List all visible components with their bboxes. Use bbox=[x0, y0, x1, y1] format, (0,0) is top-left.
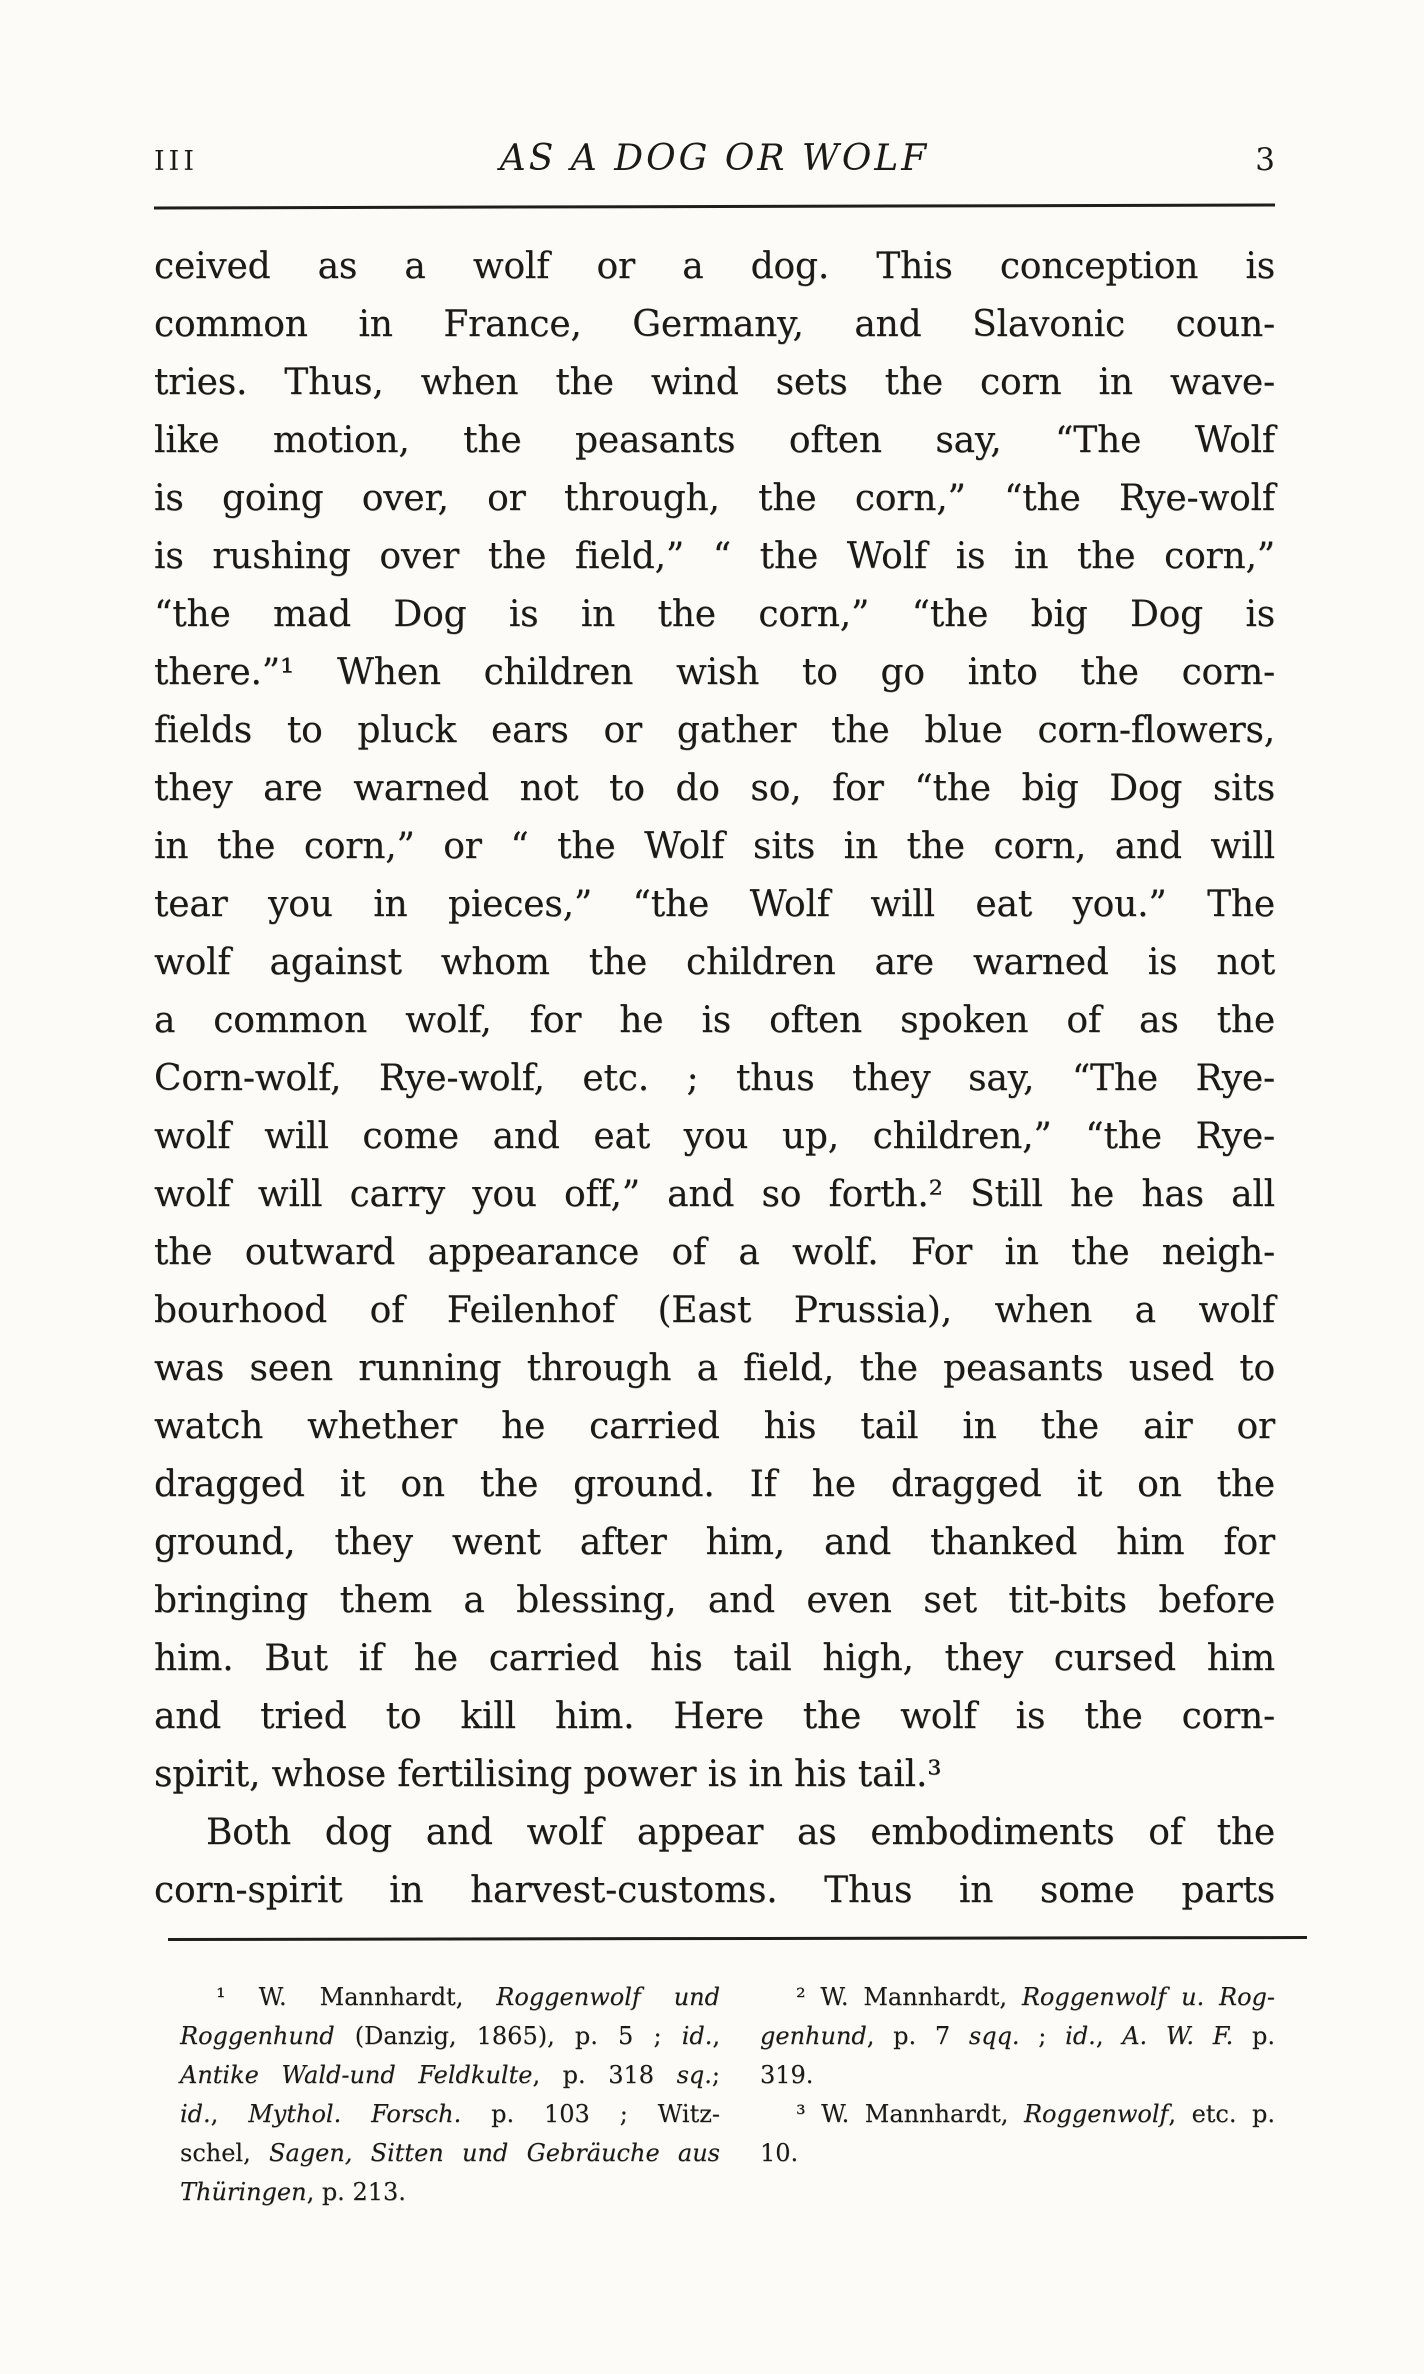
body-line: the outward appearance of a wolf. For in the neigh- bbox=[154, 1232, 1275, 1273]
body-line: ceived as a wolf or a dog. This conception is bbox=[154, 246, 1275, 287]
footnote-text: , bbox=[210, 2100, 249, 2128]
body-line: like motion, the peasants often say, “The Wolf bbox=[154, 420, 1275, 461]
footnote-text-italic: id. bbox=[1065, 2022, 1096, 2050]
footnote-column-left bbox=[180, 1978, 720, 2212]
footnote-text: ³ W. Mannhardt, bbox=[796, 2100, 1024, 2128]
footnote-line bbox=[180, 1978, 720, 2017]
footnote-text: ; bbox=[1019, 2022, 1066, 2050]
footnote-text-italic: Roggenwolf bbox=[1023, 2100, 1169, 2128]
footnote-text: , bbox=[712, 2022, 720, 2050]
body-line: there.”¹ When children wish to go into the corn- bbox=[154, 652, 1275, 693]
body-line: wolf will carry you off,” and so forth.² Still he has all bbox=[154, 1174, 1275, 1215]
footnote-text-italic: Thüringen bbox=[180, 2178, 307, 2206]
header-rule bbox=[154, 204, 1275, 210]
footnote-text-italic: id. bbox=[180, 2100, 211, 2128]
footnote-text-italic: Sagen, Sitten und Gebräuche aus bbox=[269, 2139, 720, 2167]
body-line: common in France, Germany, and Slavonic coun- bbox=[154, 304, 1275, 345]
footnote-text-italic: Roggenwolf und bbox=[496, 1983, 720, 2011]
footnote-text: ; bbox=[711, 2061, 720, 2089]
footnote-line bbox=[760, 2017, 1275, 2056]
footnote-line bbox=[180, 2095, 720, 2134]
footnote-text-italic: genhund bbox=[760, 2022, 867, 2050]
footnote-text: ¹ W. Mannhardt, bbox=[216, 1983, 497, 2011]
body-line: corn-spirit in harvest-customs. Thus in some parts bbox=[154, 1870, 1275, 1911]
body-line: in the corn,” or “ the Wolf sits in the corn, and will bbox=[154, 826, 1275, 867]
footnote-text: p. bbox=[1233, 2022, 1276, 2050]
footnote-text: 10. bbox=[760, 2139, 799, 2167]
body-line: bourhood of Feilenhof (East Prussia), when a wolf bbox=[154, 1290, 1275, 1331]
body-line: watch whether he carried his tail in the air or bbox=[154, 1406, 1275, 1447]
body-line: is going over, or through, the corn,” “the Rye-wolf bbox=[154, 478, 1275, 519]
body-line: “the mad Dog is in the corn,” “the big Dog is bbox=[154, 594, 1275, 635]
footnote-line bbox=[760, 2095, 1275, 2134]
footnote-text: , bbox=[1095, 2022, 1123, 2050]
footnote-text: , p. 213. bbox=[306, 2178, 406, 2206]
body-line: wolf against whom the children are warned is not bbox=[154, 942, 1275, 983]
footnote-line bbox=[180, 2056, 720, 2095]
footnote-text-italic: Roggenhund bbox=[180, 2022, 335, 2050]
body-line: tear you in pieces,” “the Wolf will eat you.” The bbox=[154, 884, 1275, 925]
footnote-text-italic: id. bbox=[681, 2022, 713, 2050]
body-line: him. But if he carried his tail high, they cursed him bbox=[154, 1638, 1275, 1679]
footnote-line bbox=[760, 1978, 1275, 2017]
body-line: wolf will come and eat you up, children,” “the Rye- bbox=[154, 1116, 1275, 1157]
body-line: Both dog and wolf appear as embodiments of the bbox=[206, 1812, 1275, 1853]
footnote-text-italic: sqq. bbox=[968, 2022, 1020, 2050]
body-line: dragged it on the ground. If he dragged it on the bbox=[154, 1464, 1275, 1505]
page-number: 3 bbox=[1255, 142, 1275, 178]
footnote-text-italic: Antike Wald-und Feldkulte bbox=[180, 2061, 533, 2089]
footnote-line bbox=[180, 2173, 720, 2212]
body-line: was seen running through a field, the peasants used to bbox=[154, 1348, 1275, 1389]
footnote-line bbox=[180, 2134, 720, 2173]
footnote-text: , p. 7 bbox=[866, 2022, 969, 2050]
footnote-text-italic: sq. bbox=[676, 2061, 712, 2089]
body-line: fields to pluck ears or gather the blue corn-flowers, bbox=[154, 710, 1275, 751]
body-line: a common wolf, for he is often spoken of as the bbox=[154, 1000, 1275, 1041]
footnote-line bbox=[180, 2017, 720, 2056]
body-line: and tried to kill him. Here the wolf is the corn- bbox=[154, 1696, 1275, 1737]
footnote-line bbox=[760, 2134, 1275, 2173]
footnote-column-right bbox=[760, 1978, 1275, 2212]
footnote-line bbox=[760, 2056, 1275, 2095]
running-title: AS A DOG OR WOLF bbox=[499, 138, 930, 179]
body-line: Corn-wolf, Rye-wolf, etc. ; thus they say, “The Rye- bbox=[154, 1058, 1275, 1099]
footnote-text-italic: Roggenwolf u. Rog- bbox=[1021, 1983, 1276, 2011]
footnote-rule bbox=[168, 1936, 1307, 1941]
footnote-text: schel, bbox=[180, 2139, 269, 2167]
body-line: bringing them a blessing, and even set tit-bits before bbox=[154, 1580, 1275, 1621]
footnote-text: ² W. Mannhardt, bbox=[796, 1983, 1022, 2011]
body-line: is rushing over the field,” “ the Wolf is in the corn,” bbox=[154, 536, 1275, 577]
chapter-number: III bbox=[154, 146, 198, 177]
footnotes bbox=[154, 1978, 1275, 2212]
footnote-text: (Danzig, 1865), p. 5 ; bbox=[334, 2022, 682, 2050]
footnote-text-italic: A. W. F. bbox=[1122, 2022, 1234, 2050]
body-line: ground, they went after him, and thanked him for bbox=[154, 1522, 1275, 1563]
footnote-text-italic: Mythol. Forsch. bbox=[248, 2100, 462, 2128]
body-text bbox=[154, 238, 1275, 1920]
body-line: tries. Thus, when the wind sets the corn in wave- bbox=[154, 362, 1275, 403]
running-head bbox=[154, 138, 1275, 179]
body-line: spirit, whose fertilising power is in his tail.³ bbox=[154, 1754, 942, 1795]
body-line: they are warned not to do so, for “the big Dog sits bbox=[154, 768, 1275, 809]
footnote-text: 319. bbox=[760, 2061, 814, 2089]
footnote-text: , p. 318 bbox=[532, 2061, 677, 2089]
footnote-text: p. 103 ; Witz- bbox=[461, 2100, 720, 2128]
footnote-text: , etc. p. bbox=[1168, 2100, 1275, 2128]
